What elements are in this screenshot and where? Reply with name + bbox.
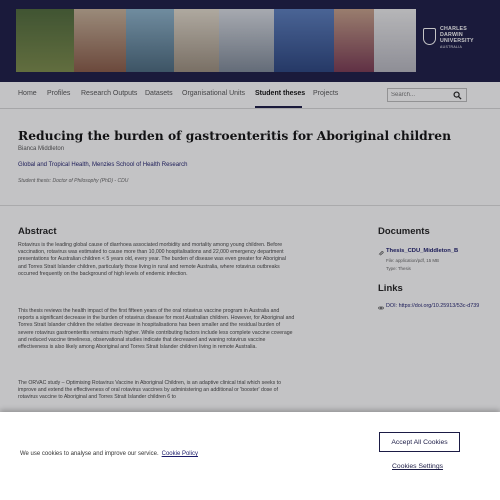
thesis-file-link[interactable]: Thesis_CDU_Middleton_B [386,248,459,254]
nav-research-outputs[interactable]: Research Outputs [81,90,138,97]
abstract-paragraph: This thesis reviews the health impact of the first fifteen years of the oral rotavirus vaccine program in Australia and reports a significant decrease in the burden of rotavirus disease for most Australian children. However, for Aboriginal and Torres Strait Islander children the relative decrease in hospitalisations has been smaller and the residual burden of severe rotavirus gastroenteritis remains much higher. While contributing factors include less complete vaccine coverage and reduced vaccine timeliness, observational studies indicate that decreased and waning rotavirus vaccine effectiveness is also likely among Aboriginal and Torres Strait Islander children living in remote Australia. [18,308,295,351]
page-title: Reducing the burden of gastroenteritis for Aboriginal children [18,128,452,143]
cookies-settings-link[interactable]: Cookies Settings [392,463,444,470]
file-type: File: application/pdf, 15 MB [386,258,439,263]
nav-home[interactable]: Home [18,90,37,97]
cookie-banner [0,412,500,500]
nav-student-theses[interactable]: Student theses [255,90,306,97]
abstract-heading: Abstract [18,226,57,237]
thesis-type: Student thesis: Doctor of Philosophy (PhD) - CDU [18,178,129,184]
abstract-paragraph: The ORVAC study – Optimising Rotavirus Vaccine in Aboriginal Children, is an adaptive clinical trial which seeks to improve and extend the effectiveness of oral rotavirus vaccines by administering an additional or 'booster' dose of rotavirus vaccine to Aboriginal and Torres Strait Islander children 6 to [18,380,281,401]
nav-organisational-units[interactable]: Organisational Units [182,90,246,97]
cookie-message-text: We use cookies to analyse and improve our service. [20,451,159,457]
document-type: Type: Thesis [386,266,411,271]
nav-datasets[interactable]: Datasets [145,90,173,97]
doi-link[interactable]: DOI: https://doi.org/10.25913/53c-d739 [386,303,480,309]
logo-country: AUSTRALIA [440,45,463,49]
thesis-organisation-link[interactable]: Global and Tropical Health, Menzies School of Health Research [18,162,188,168]
documents-heading: Documents [378,226,430,237]
thesis-author[interactable]: Bianca Middleton [18,146,65,152]
cookie-message [20,451,198,457]
accept-all-cookies-button[interactable]: Accept All Cookies [379,432,460,452]
cookie-policy-link[interactable]: Cookie Policy [161,451,198,457]
nav-profiles[interactable]: Profiles [47,90,71,97]
logo-wordmark: CHARLES DARWIN UNIVERSITY [440,26,474,44]
abstract-paragraph: Rotavirus is the leading global cause of diarrhoea associated morbidity and mortality among young children. Before vaccination, rotavirus was estimated to cause more than 10,000 hospitalisations and 22,000 emergency department presentations for Australian children < 5 years old, every year. The burden of disease was even greater for Aboriginal and Torres Strait Islander children, particularly those living in rural and remote Australia, where rotavirus outbreaks occurred frequently on the background of high levels of endemic infection. [18,242,286,277]
links-heading: Links [378,283,403,294]
nav-projects[interactable]: Projects [313,90,339,97]
